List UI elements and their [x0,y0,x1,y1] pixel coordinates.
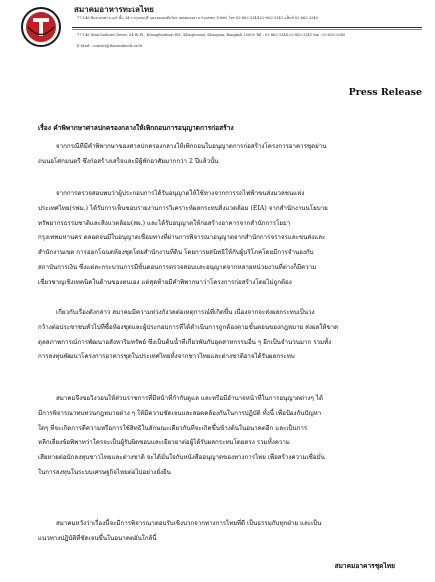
logo-emblem-icon [14,6,68,48]
document-type: Press Release [348,87,422,98]
paragraph-line: ถนนอโศกมนตรี ซึ่งก่อสร้างเสร็จและมีผู้พักอาศัยมากกว่า 2 ปีแล้วนั้น [38,157,219,165]
paragraph-line: กว้างต่อประชาชนทั่วไปที่ซื้อห้องชุดและผู้ประกอบการที่ได้ดำเนินการถูกต้องตามขั้นตอนของกฎหมาย ส่งผลให้ขาด [38,323,339,331]
subject-line: เรื่อง คำพิพากษาศาลปกครองกลางให้เพิกถอนการอนุญาตการก่อสร้าง [38,124,234,132]
paragraph-line: สำนักงานเขต การออกโฉนดห้องชุดโดยสำนักงานที่ดิน โดยการยสนิทธิให้กับผู้บริโภคโดยมีการจำนองกับ [38,249,314,257]
paragraph-4 [38,392,400,481]
header-divider-secondary [72,29,422,30]
association-name-thai: สมาคมอาหารทะเลไทย [74,4,154,14]
contact-thai: 77-146 สินสาธรทาวเวอร์ ชั้น 34 ถ.กรุงธนบุรี แขวงคลองต้นไทร เขตคลองสาน กรุงเทพฯ 10600 โทร.02-862-3344,02-862-3341 แฟ็กซ์ 02-862-3340 [77,16,318,20]
paragraph-line: เสียหายต่อนักลงทุนชาวไทยและต่างชาติ จะได้มั่นใจกับหนังสืออนุญาตของทางการไทย เพื่อสร้างความเชื่อมั่น [38,454,325,462]
paragraph-line: เกี่ยวกับเรื่องดังกล่าว สมาคมมีความห่วงกังวลต่อเหตุการณ์ที่เกิดขึ้น เนื่องจากจะส่งผลกระทบเป็นวง [56,309,315,316]
paragraph-line: มีการพิจารณาทบทวนกฎหมายต่าง ๆ ให้มีความชัดเจนและสอดคล้องกันในการปฏิบัติ ทั้งนี้ เพื่อป้องกันปัญหา [38,409,322,417]
paragraph-line: ดุลสภาพการณ์การพัฒนาอสังหาริมทรัพย์ ซึ่งเป็นต้นน้ำที่เกี่ยวพันกับอุตสาหกรรมอื่น ๆ อีกเป็นจำนวนมาก รวมทั้ง [38,338,332,346]
header-divider [72,27,422,28]
paragraph-line: เชี่ยวชาญเชิงเทคนิคในด้านของตนเอง แต่สุดท้ายมีคำพิพากษาว่าโครงการก่อสร้างโดยไม่ถูกต้อง [38,278,292,286]
paragraph-line: จากการตรวจสอบพบว่าผู้ประกอบการได้รับอนุญาตให้ใช้ทางจากการรถไฟฟ้าขนส่งมวลชนแห่ง [56,190,305,197]
paragraph-line: แนวทางปฏิบัติที่ชัดเจนขึ้นในอนาคตอันใกล้นี้ [38,534,157,542]
paragraph-line: กรุงเทพมหานคร ตลอดจนมีใบอนุญาตเชื่อมทางที่ผ่านการพิจารณาอนุญาตจากสำนักการจราจรและขนส่งและ [38,234,326,242]
paragraph-2 [38,187,400,291]
paragraph-line: สมาคมจึงขอวิงวอนให้ส่วนราชการที่มีหน้าที่กำกับดูแล และหรือมีอำนาจหน้าที่ในการอนุญาตต่างๆ ได้ [56,395,323,402]
paragraph-1 [38,140,400,170]
paragraph-3 [38,306,400,365]
paragraph-line: การลงทุนพัฒนาโครงการอาคารชุดในประเทศไทยทั้งจากชาวไทยและต่างชาติอาจได้รับผลกระทบ [38,353,295,361]
paragraph-5 [38,517,400,547]
paragraph-line: สถาบันการเงิน ซึ่งแต่ละกระบวนการมีขั้นตอนการตรวจสอบและอนุญาตจากหลายหน่วยงานที่ต่างก็มีความ [38,263,317,271]
paragraph-line: ใดๆ ที่จะเกิดการตีความหรือการใช้สิทธิในลักษณะเดียวกันที่จะเกิดขึ้นข้างต้นในอนาคตอีก และเป็นการ [38,424,308,432]
paragraph-line: จากกรณีที่มีคำพิพากษาของศาลปกครองกลางให้เพิกถอนใบอนุญาตการก่อสร้างโครงการอาคารชุดย่าน [56,143,327,150]
signature-organization: สมาคมอาคารชุดไทย [334,562,395,570]
association-logo [14,6,68,48]
paragraph-line: ในการลงทุนในระบบเศรษฐกิจไทยต่อไปอย่างยั่งยืน [38,468,171,476]
contact-email: E-Mail : contact@thaiseafoods.or.th [77,44,143,48]
paragraph-line: ทรัพยากรธรรมชาติและสิ่งแวดล้อม(สผ.) และได้รับอนุญาตให้ก่อสร้างอาคารจากสำนักการโยธา [38,219,291,227]
contact-english: 77-146 Sinn Sathorn Tower, 34 th Fl., Krungthonburi Rd., Klongtonsai, Klongsan, Bangkok 10600 Tel : 02-862-3344,02-862-3341 fax : 02-862-3340 [77,33,346,37]
paragraph-line: ประเทศไทย(รฟม.) ได้รับการเห็นชอบรายงานการวิเคราะห์ผลกระทบสิ่งแวดล้อม (EIA) จากสำนักงานนโยบาย [38,204,328,212]
paragraph-line: หลีกเลี่ยงข้อพิพาทว่าใครจะเป็นผู้รับผิดชอบและเยียวยาต่อผู้ได้รับผลกระทบโดยตรง รวมทั้งความ [38,439,290,447]
paragraph-line: สมาคมหวังว่าเรื่องนี้จะมีการพิจารณาตอบรับเชิงบวกจากทางการไทยที่ดี เป็นธรรมกับทุกฝ่าย และเป็น [56,520,322,527]
